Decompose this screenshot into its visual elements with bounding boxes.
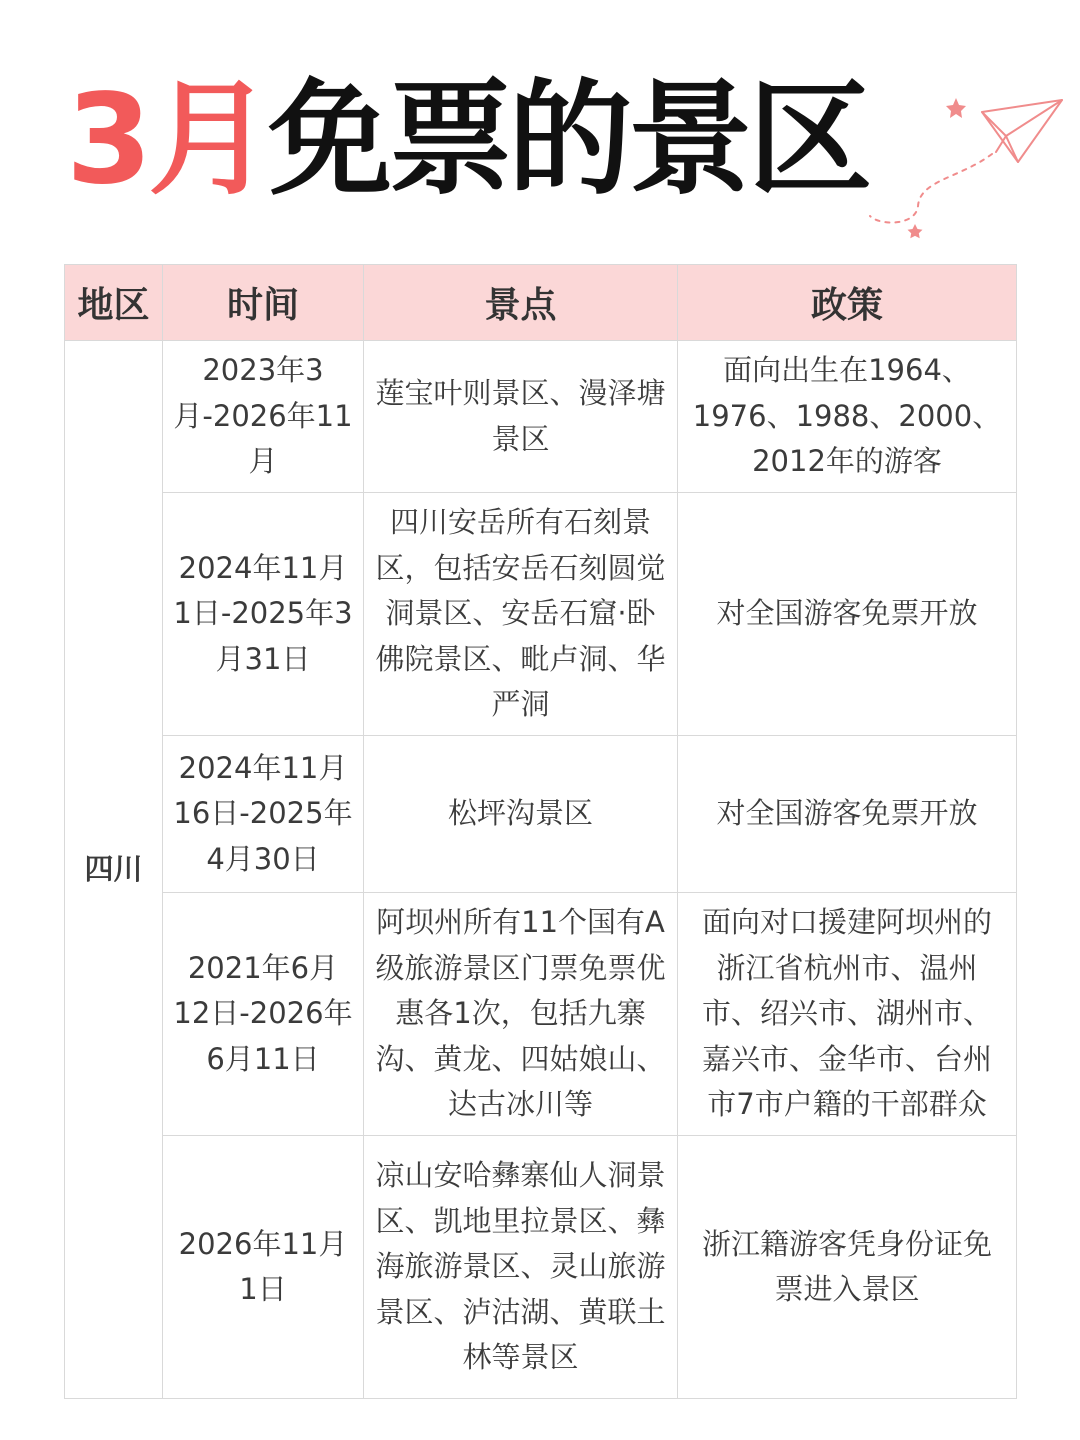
title-text: 免票的景区 [268, 68, 869, 212]
spot-cell: 四川安岳所有石刻景区，包括安岳石刻圆觉洞景区、安岳石窟·卧佛院景区、毗卢洞、华严洞 [364, 493, 678, 736]
spot-cell: 松坪沟景区 [364, 736, 678, 893]
header-policy: 政策 [678, 265, 1017, 341]
time-cell: 2023年3月-2026年11月 [163, 341, 364, 493]
page-title [66, 70, 868, 210]
time-cell: 2024年11月16日-2025年4月30日 [163, 736, 364, 893]
header-time: 时间 [163, 265, 364, 341]
time-cell: 2021年6月12日-2026年6月11日 [163, 893, 364, 1136]
table-row [65, 736, 1017, 893]
policy-cell: 对全国游客免票开放 [678, 493, 1017, 736]
time-cell: 2026年11月1日 [163, 1136, 364, 1399]
policy-cell: 对全国游客免票开放 [678, 736, 1017, 893]
spot-cell: 凉山安哈彝寨仙人洞景区、凯地里拉景区、彝海旅游景区、灵山旅游景区、泸沽湖、黄联土林等景区 [364, 1136, 678, 1399]
table-row [65, 893, 1017, 1136]
spot-cell: 莲宝叶则景区、漫泽塘景区 [364, 341, 678, 493]
policy-cell: 浙江籍游客凭身份证免票进入景区 [678, 1136, 1017, 1399]
header-spot: 景点 [364, 265, 678, 341]
policy-cell: 面向对口援建阿坝州的浙江省杭州市、温州市、绍兴市、湖州市、嘉兴市、金华市、台州市7市户籍的干部群众 [678, 893, 1017, 1136]
free-ticket-table [64, 264, 1017, 1399]
header-region: 地区 [65, 265, 163, 341]
table-row [65, 1136, 1017, 1399]
table-header-row [65, 265, 1017, 341]
policy-cell: 面向出生在1964、1976、1988、2000、2012年的游客 [678, 341, 1017, 493]
title-month: 3月 [66, 68, 269, 212]
spot-cell: 阿坝州所有11个国有A级旅游景区门票免票优惠各1次，包括九寨沟、黄龙、四姑娘山、达古冰川等 [364, 893, 678, 1136]
table-row [65, 493, 1017, 736]
paper-plane-icon [860, 88, 1070, 248]
region-cell: 四川 [65, 341, 163, 1399]
time-cell: 2024年11月1日-2025年3月31日 [163, 493, 364, 736]
table-row [65, 341, 1017, 493]
